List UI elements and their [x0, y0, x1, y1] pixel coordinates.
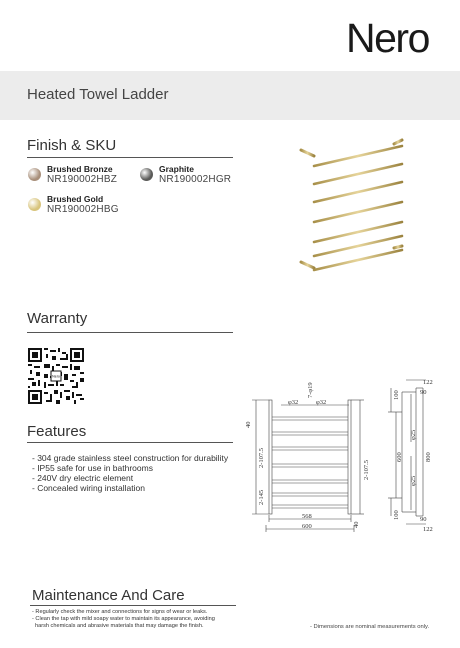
dim-s122bot: 122 [423, 526, 433, 533]
dim-h107r: 2-107.5 [363, 459, 370, 480]
dim-w600: 600 [302, 523, 312, 530]
dim-s800: 800 [425, 452, 432, 462]
finish-heading: Finish & SKU [27, 137, 117, 154]
features-heading: Features [27, 423, 87, 440]
towel-ladder-image [290, 128, 410, 290]
dim-h107l: 2-107.5 [258, 447, 265, 468]
dim-h145: 2-145 [258, 489, 265, 505]
dimensions-note: - Dimensions are nominal measurements only. [310, 624, 430, 630]
technical-drawing [236, 370, 456, 536]
dim-d32b: φ32 [316, 399, 327, 406]
finish-code-bronze: NR190002HBZ [47, 174, 118, 185]
feature-item: - 304 grade stainless steel construction for durability [32, 453, 229, 463]
dim-w568: 568 [302, 513, 312, 520]
dim-h40top: 40 [245, 421, 252, 428]
feature-item: - Concealed wiring installation [32, 483, 145, 493]
dim-s122top: 122 [423, 379, 433, 386]
swatch-graphite [140, 168, 153, 181]
maintenance-line: - Regularly check the mixer and connections for signs of wear or leaks. [32, 609, 208, 615]
swatch-brushed-gold [28, 198, 41, 211]
finish-name-bronze: Brushed Bronze [47, 164, 113, 174]
dim-s100top: 100 [393, 390, 400, 400]
maintenance-heading: Maintenance And Care [32, 587, 185, 604]
dim-s90bot: 90 [420, 516, 427, 523]
dim-s600: 600 [396, 452, 403, 462]
dim-d32a: φ32 [288, 399, 299, 406]
maintenance-divider [30, 605, 236, 606]
svg-text:Nero: Nero [52, 374, 60, 379]
maintenance-line: - Clean the tap with mild soapy water to maintain its appearance, avoiding [32, 616, 215, 622]
dim-s25b: φ25 [410, 475, 417, 486]
finish-code-gold: NR190002HBG [47, 204, 119, 215]
dim-h40bot: 40 [353, 521, 360, 528]
features-list [32, 453, 228, 493]
product-title: Heated Towel Ladder [27, 86, 169, 103]
swatch-brushed-bronze [28, 168, 41, 181]
finish-name-graphite: Graphite [159, 164, 194, 174]
dim-s25a: φ25 [410, 429, 417, 440]
finish-code-graphite: NR190002HGR [159, 174, 232, 185]
feature-item: - IP55 safe for use in bathrooms [32, 463, 153, 473]
warranty-divider [27, 332, 233, 333]
features-divider [27, 442, 233, 443]
warranty-heading: Warranty [27, 310, 88, 327]
finish-divider [27, 157, 233, 158]
warranty-qr-code[interactable] [28, 348, 84, 404]
dim-s90top: 90 [420, 389, 427, 396]
dim-d19: 7-φ19 [307, 382, 314, 398]
dim-s100bot: 100 [393, 510, 400, 520]
brand-logo: Nero [346, 15, 429, 61]
feature-item: - 240V dry electric element [32, 473, 134, 483]
finish-name-gold: Brushed Gold [47, 194, 104, 204]
maintenance-list [32, 609, 215, 630]
maintenance-line: harsh chemicals and abrasive materials that may damage the finish. [35, 623, 204, 629]
